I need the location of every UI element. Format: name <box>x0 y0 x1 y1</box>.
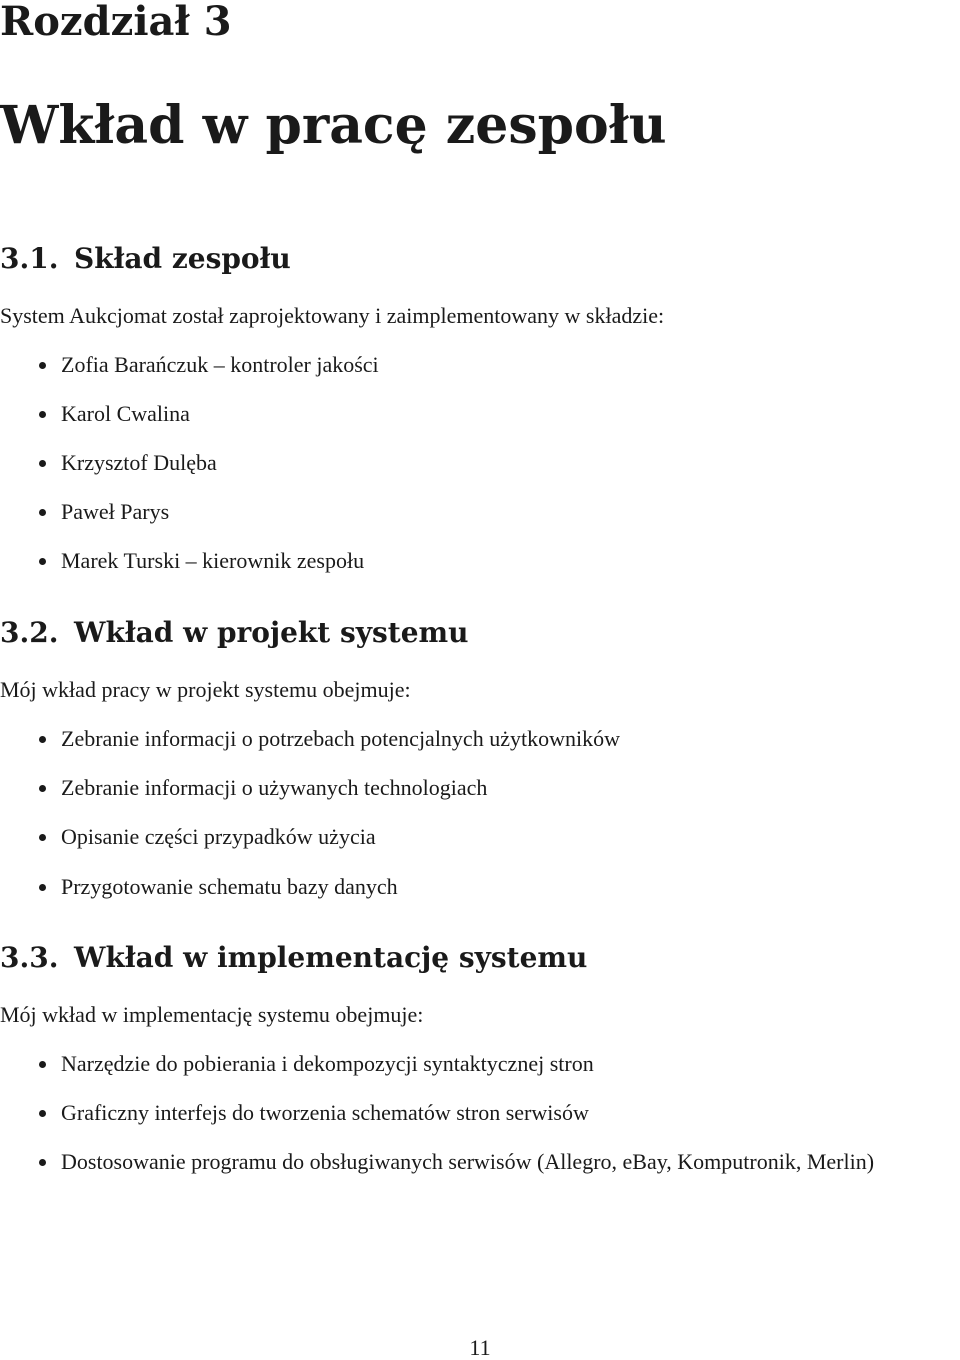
bullet-icon <box>39 1110 46 1117</box>
section-heading <box>0 242 960 276</box>
list-item-text: Zebranie informacji o potrzebach potencjalnych użytkowników <box>61 726 620 751</box>
bullet-icon <box>39 460 46 467</box>
section-intro: Mój wkład pracy w projekt systemu obejmuje: <box>0 677 411 702</box>
list-item-text: Krzysztof Dulęba <box>61 450 217 475</box>
section-title: Wkład w implementację systemu <box>74 941 588 974</box>
list-item <box>0 773 960 802</box>
list-item-text: Marek Turski – kierownik zespołu <box>61 548 365 573</box>
list-item <box>0 497 960 526</box>
bullet-icon <box>39 1061 46 1068</box>
list-item-text: Narzędzie do pobierania i dekompozycji syntaktycznej stron <box>61 1051 594 1076</box>
list-item-text: Karol Cwalina <box>61 401 190 426</box>
section-title: Wkład w projekt systemu <box>74 616 469 649</box>
bullet-icon <box>39 834 46 841</box>
list-item <box>0 872 960 901</box>
list-item <box>0 1049 960 1078</box>
list-item <box>0 448 960 477</box>
bullet-icon <box>39 1159 46 1166</box>
bullet-icon <box>39 509 46 516</box>
page-number: 11 <box>469 1335 491 1360</box>
list-item-text: Zebranie informacji o używanych technologiach <box>61 775 488 800</box>
list-item-text: Graficzny interfejs do tworzenia schematów stron serwisów <box>61 1100 589 1125</box>
section-intro: Mój wkład w implementację systemu obejmuje: <box>0 1002 424 1027</box>
list-item <box>0 822 960 851</box>
list-item-text: Opisanie części przypadków użycia <box>61 824 376 849</box>
section-heading <box>0 941 960 975</box>
chapter-title: Wkład w pracę zespołu <box>0 95 667 156</box>
list-item-text: Paweł Parys <box>61 499 170 524</box>
list-item <box>0 350 960 379</box>
section-heading <box>0 616 960 650</box>
section-system-design <box>0 616 960 899</box>
list-item <box>0 1147 960 1176</box>
section-team-composition <box>0 242 960 573</box>
section-intro: System Aukcjomat został zaprojektowany i zaimplementowany w składzie: <box>0 303 665 328</box>
bullet-icon <box>39 558 46 565</box>
list-item <box>0 399 960 428</box>
list-item <box>0 546 960 575</box>
bullet-icon <box>39 884 46 891</box>
section-number: 3.2. <box>0 616 59 649</box>
list-item-text: Przygotowanie schematu bazy danych <box>61 874 398 899</box>
bullet-icon <box>39 785 46 792</box>
chapter-label: Rozdział 3 <box>0 0 232 45</box>
section-system-implementation <box>0 941 960 1174</box>
list-item <box>0 1098 960 1127</box>
list-item-text: Dostosowanie programu do obsługiwanych serwisów (Allegro, eBay, Komputronik, Merlin) <box>61 1149 875 1174</box>
bullet-icon <box>39 362 46 369</box>
list-item <box>0 724 960 753</box>
bullet-icon <box>39 411 46 418</box>
section-number: 3.3. <box>0 941 59 974</box>
section-title: Skład zespołu <box>74 242 291 275</box>
list-item-text: Zofia Barańczuk – kontroler jakości <box>61 352 379 377</box>
section-number: 3.1. <box>0 242 59 275</box>
bullet-icon <box>39 736 46 743</box>
